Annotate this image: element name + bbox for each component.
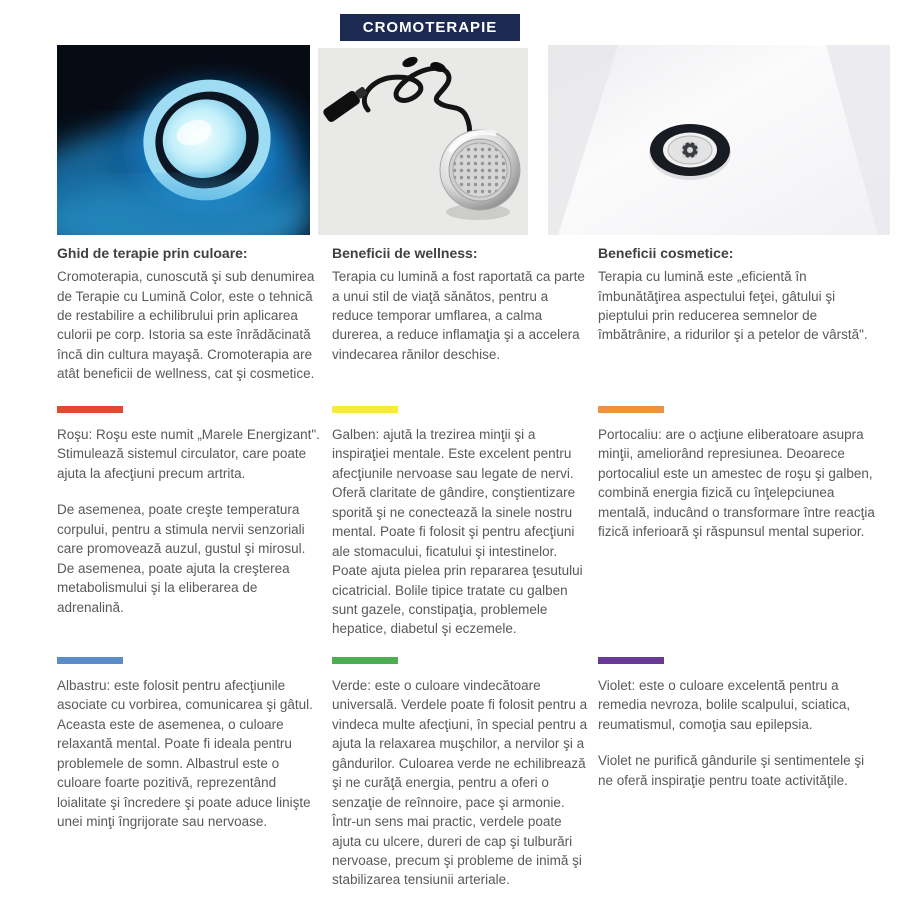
violet-paragraph-1: Violet: este o culoare excelentă pentru a remedia nevroza, bolile scalpului, sciatica, reumatismul, comoţia sau epilepsia. — [598, 678, 851, 732]
violet-paragraph-2: Violet ne purifică gândurile şi sentimentele şi ne oferă inspiraţie pentru toate activităţile. — [598, 753, 865, 788]
red-paragraph-2: De asemenea, poate creşte temperatura corpului, pentru a stimula nervii senzoriali care promovează auzul, gustul şi mirosul. De asemenea, poate ajuta la creşterea metabolismului şi la eliberarea de adrenalină. — [57, 502, 306, 615]
color-bar-yellow — [332, 406, 398, 413]
page-title: CROMOTERAPIE — [340, 14, 520, 41]
color-bar-violet — [598, 657, 664, 664]
chrome-led-fixture-with-cable-photo — [318, 48, 528, 235]
color-bar-blue — [57, 657, 123, 664]
wellness-heading: Beneficii de wellness: — [332, 245, 478, 261]
cosmetic-intro-section — [598, 243, 882, 345]
section-green — [332, 657, 590, 890]
blue-paragraph: Albastru: este folosit pentru afecţiunile asociate cu vorbirea, comunicarea şi gâtul. Aceasta este de asemenea, o culoare relaxantă mental. Poate fi ideala pentru problemele de somn. Albastrul este o culoare foarte pozitivă, reprezentând loialitate şi încredere şi poate aduce linişte unei minţi îngrijorate sau nervoase. — [57, 678, 313, 830]
blue-led-spotlight-photo — [57, 45, 310, 235]
recessed-led-light-in-tub-photo — [548, 45, 890, 235]
cosmetic-heading: Beneficii cosmetice: — [598, 245, 734, 261]
color-bar-red — [57, 406, 123, 413]
section-yellow — [332, 406, 590, 639]
red-paragraph-1: Roşu: Roşu este numit „Marele Energizant". Stimulează sistemul circulator, care poate ajuta la afecţiuni precum artrita. — [57, 427, 320, 481]
section-violet — [598, 657, 882, 790]
wellness-intro-section — [332, 243, 590, 364]
section-red — [57, 406, 321, 617]
yellow-paragraph: Galben: ajută la trezirea minţii şi a inspiraţiei mentale. Este excelent pentru afecţiunile nervoase sau legate de nervi. Oferă claritate de gândire, conştientizare sporită şi ne conectează la sinele nostru mental. Poate fi folosit şi pentru afecţiuni ale stomacului, ficatului şi intestinelor. Poate ajuta pielea prin repararea ţesutului cicatricial. Bolile tipice tratate cu galben sunt gazele, constipaţia, problemele hepatice, diabetul şi eczemele. — [332, 427, 583, 637]
cosmetic-intro-paragraph: Terapia cu lumină este „eficientă în îmbunătăţirea aspectului feţei, gâtului şi pieptului prin reducerea semnelor de îmbătrânire, a ridurilor şi a petelor de vârstă". — [598, 269, 868, 343]
guide-heading: Ghid de terapie prin culoare: — [57, 245, 248, 261]
green-paragraph: Verde: este o culoare vindecătoare universală. Verdele poate fi folosit pentru a vindeca multe afecţiuni, în special pentru a ajuta la relaxarea muşchilor, a nervilor şi a gândurilor. Culoarea verde ne echilibrează şi ne curăţă energia, pentru a oferi o senzaţie de reînnoire, pace şi armonie. Într-un sens mai practic, verdele poate ajuta cu ulcere, dureri de cap şi tulburări nervoase, precum şi probleme de inimă şi stabilizarea tensiunii arteriale. — [332, 678, 588, 888]
chrome-led-fixture — [440, 130, 520, 210]
orange-paragraph: Portocaliu: are o acţiune eliberatoare asupra minţii, ameliorând represiunea. Deoarece portocaliul este un amestec de roşu şi galben, combină energia fizică cu înţelepciunea mentală, inducând o transformare între reacţia fizică inferioară şi răspunsul mental superior. — [598, 427, 875, 540]
guide-intro-section — [57, 243, 321, 384]
recessed-led-fixture — [649, 124, 731, 180]
section-blue — [57, 657, 321, 832]
color-bar-orange — [598, 406, 664, 413]
guide-intro-paragraph: Cromoterapia, cunoscută şi sub denumirea de Terapie cu Lumină Color, este o tehnică de restabilire a echilibrului prin aplicarea culorii pe corp. Istoria sa este înrădăcinată încă din cultura mayaşă. Cromoterapia are atât beneficii de wellness, cat şi cosmetice. — [57, 269, 315, 382]
wellness-intro-paragraph: Terapia cu lumină a fost raportată ca parte a unui stil de viaţă sănătos, pentru a reduce temporar umflarea, a calma durerea, a reduce inflamaţia şi a accelera vindecarea rănilor deschise. — [332, 269, 585, 362]
section-orange — [598, 406, 882, 542]
color-bar-green — [332, 657, 398, 664]
